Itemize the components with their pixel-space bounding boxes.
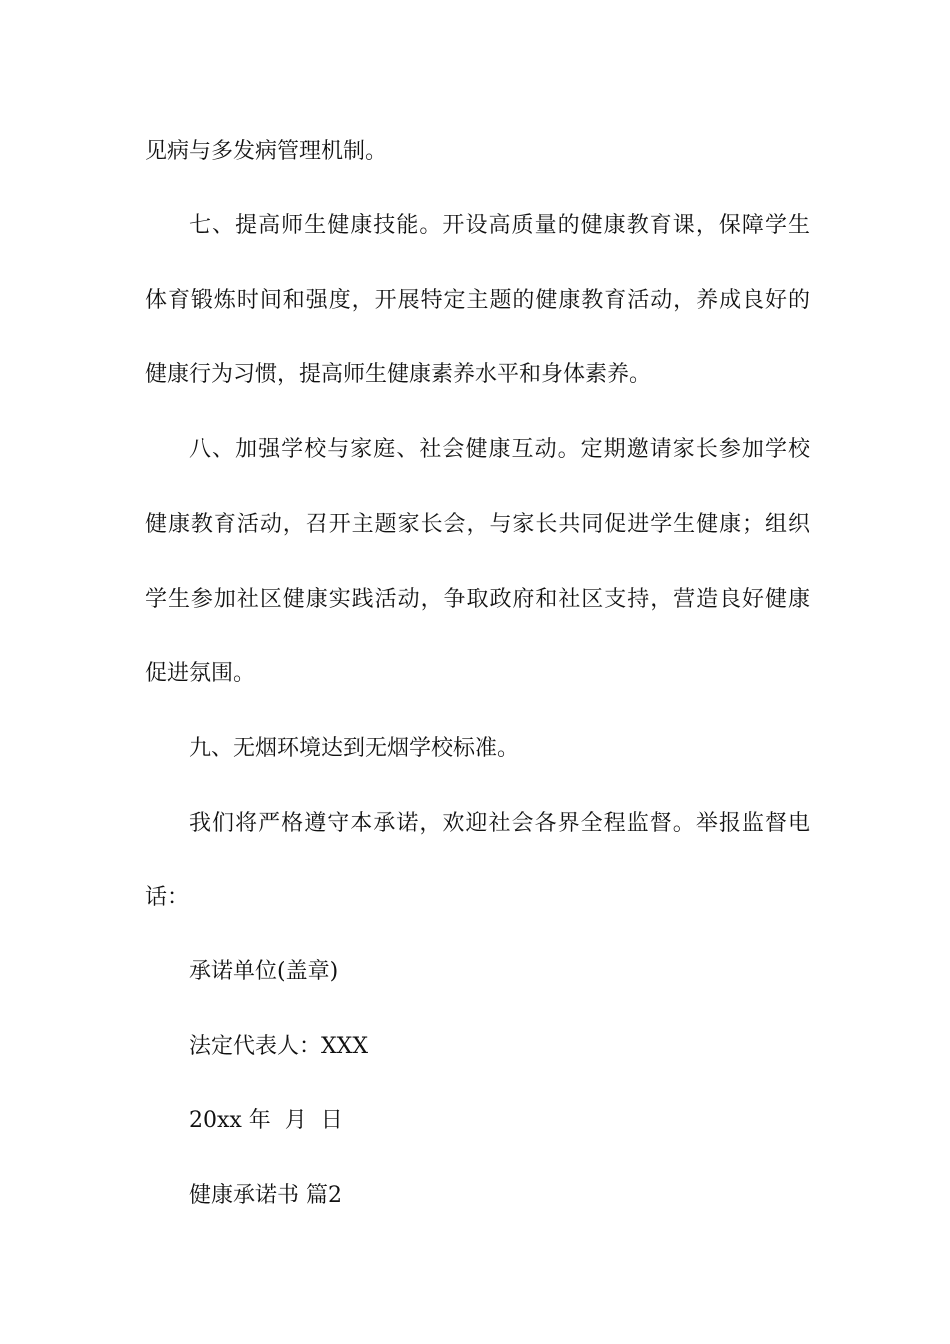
paragraph-line: 体育锻炼时间和强度，开展特定主题的健康教育活动，养成良好的 — [145, 288, 810, 313]
date-line: 20xx 年 月 日 — [189, 1108, 343, 1133]
paragraph-line: 学生参加社区健康实践活动，争取政府和社区支持，营造良好健康 — [145, 587, 810, 612]
signature-unit: 承诺单位(盖章) — [189, 959, 339, 984]
legal-representative: 法定代表人：XXX — [189, 1034, 368, 1059]
paragraph-line: 见病与多发病管理机制。 — [145, 139, 388, 164]
paragraph-line: 话： — [145, 885, 190, 910]
paragraph-line: 我们将严格遵守本承诺，欢迎社会各界全程监督。举报监督电 — [189, 811, 810, 836]
paragraph-line: 八、加强学校与家庭、社会健康互动。定期邀请家长参加学校 — [189, 437, 810, 462]
paragraph-line: 七、提高师生健康技能。开设高质量的健康教育课，保障学生 — [189, 213, 810, 238]
paragraph-line: 九、无烟环境达到无烟学校标准。 — [189, 736, 520, 761]
section-heading: 健康承诺书 篇2 — [189, 1183, 342, 1208]
paragraph-line: 健康行为习惯，提高师生健康素养水平和身体素养。 — [145, 362, 652, 387]
paragraph-line: 健康教育活动，召开主题家长会，与家长共同促进学生健康；组织 — [145, 512, 810, 537]
paragraph-line: 促进氛围。 — [145, 661, 256, 686]
